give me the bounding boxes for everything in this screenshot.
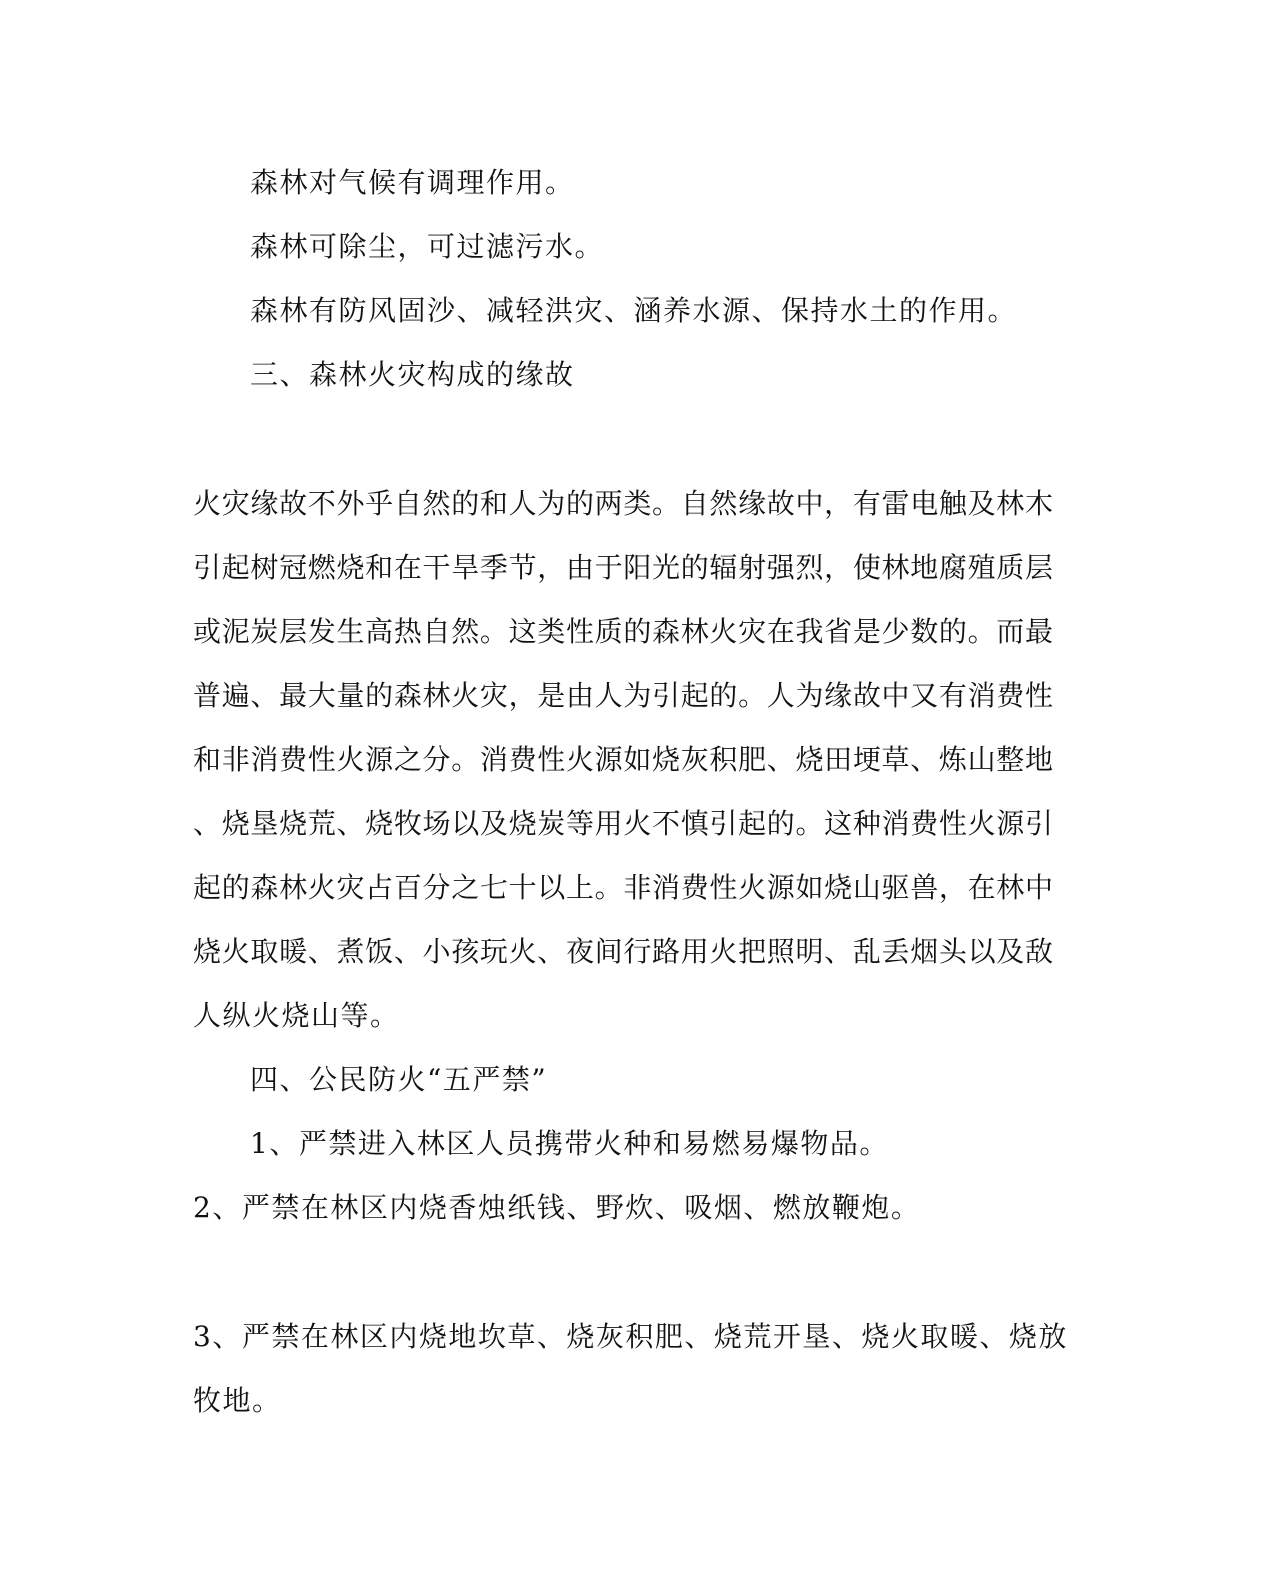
body-line-3: 或泥炭层发生高热自然。这类性质的森林火灾在我省是少数的。而最	[193, 615, 1053, 648]
paragraph-climate: 森林对气候有调理作用。	[250, 166, 575, 199]
body-line-4: 普遍、最大量的森林火灾，是由人为引起的。人为缘故中又有消费性	[193, 679, 1053, 712]
body-line-6: 、烧垦烧荒、烧牧场以及烧炭等用火不慎引起的。这种消费性火源引	[193, 807, 1053, 840]
body-line-9: 人纵火烧山等。	[193, 999, 400, 1032]
rule-3-line-2: 牧地。	[193, 1384, 282, 1417]
body-line-1: 火灾缘故不外乎自然的和人为的两类。自然缘故中，有雷电触及林木	[193, 487, 1053, 520]
body-line-2: 引起树冠燃烧和在干旱季节，由于阳光的辐射强烈，使林地腐殖质层	[193, 551, 1053, 584]
body-line-7: 起的森林火灾占百分之七十以上。非消费性火源如烧山驱兽，在林中	[193, 871, 1053, 904]
rule-2: 2、严禁在林区内烧香烛纸钱、野炊、吸烟、燃放鞭炮。	[193, 1191, 921, 1224]
body-line-5: 和非消费性火源之分。消费性火源如烧灰积肥、烧田埂草、炼山整地	[193, 743, 1053, 776]
section-heading-3: 三、森林火灾构成的缘故	[250, 358, 575, 391]
rule-1: 1、严禁进入林区人员携带火种和易燃易爆物品。	[250, 1127, 889, 1160]
paragraph-wind-sand: 森林有防风固沙、减轻洪灾、涵养水源、保持水土的作用。	[250, 294, 1018, 327]
rule-3-line-1: 3、严禁在林区内烧地坎草、烧灰积肥、烧荒开垦、烧火取暖、烧放	[193, 1320, 1068, 1353]
body-line-8: 烧火取暖、煮饭、小孩玩火、夜间行路用火把照明、乱丢烟头以及敌	[193, 935, 1053, 968]
section-heading-4: 四、公民防火“五严禁”	[250, 1063, 548, 1096]
paragraph-dust: 森林可除尘，可过滤污水。	[250, 230, 605, 263]
